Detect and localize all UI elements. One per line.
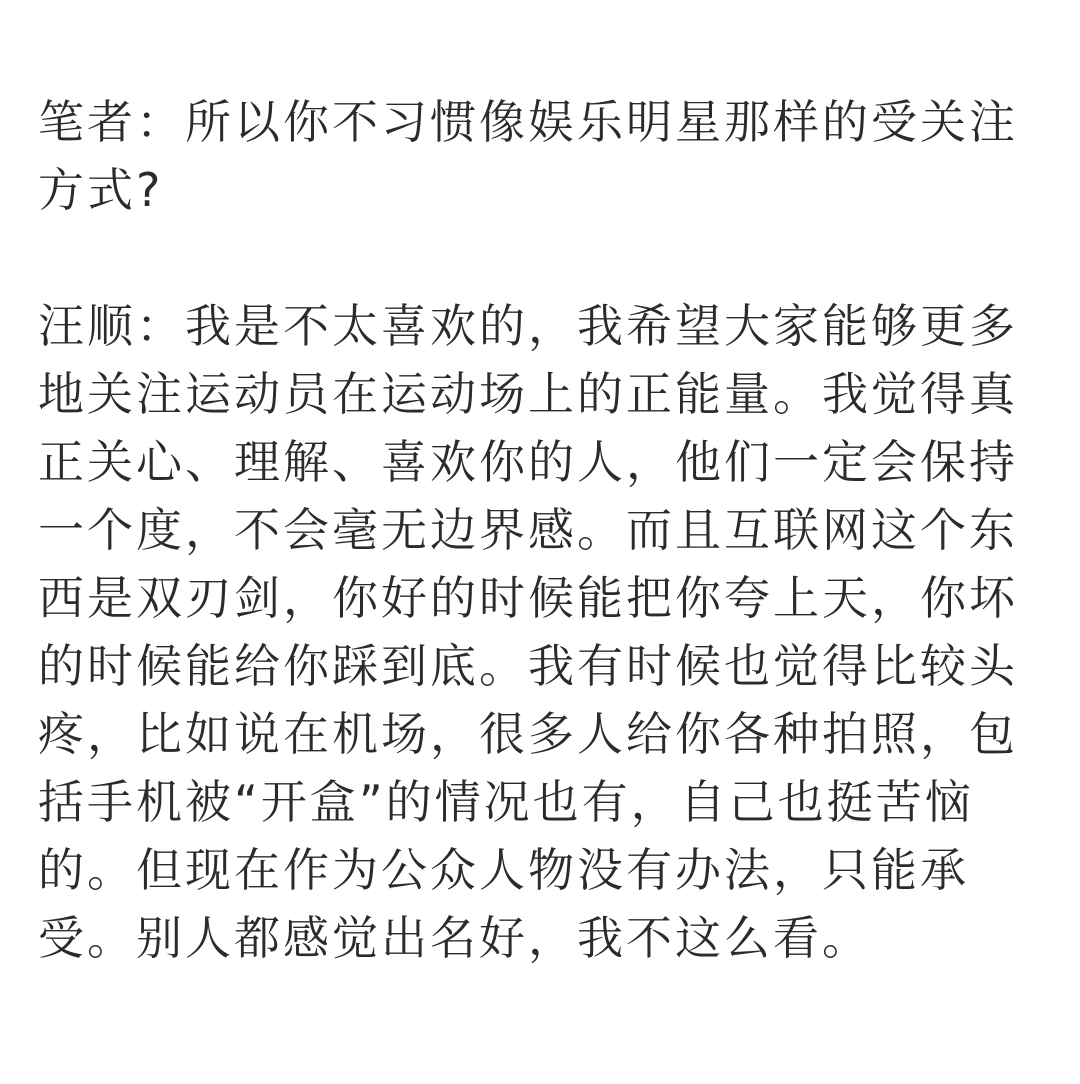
interview-text	[38, 88, 1050, 972]
speaker-label: 笔者：	[38, 95, 185, 149]
question-text: 所以你不习惯像娱乐明星那样的受关注方式?	[38, 95, 1018, 217]
speaker-label: 汪顺：	[38, 299, 185, 353]
answer-paragraph	[38, 292, 1050, 972]
question-paragraph	[38, 88, 1050, 224]
answer-text: 我是不太喜欢的，我希望大家能够更多地关注运动员在运动场上的正能量。我觉得真正关心、理解、喜欢你的人，他们一定会保持一个度，不会毫无边界感。而且互联网这个东西是双刃剑，你好的时候能把你夸上天，你坏的时候能给你踩到底。我有时候也觉得比较头疼，比如说在机场，很多人给你各种拍照，包括手机被“开盒”的情况也有，自己也挺苦恼的。但现在作为公众人物没有办法，只能承受。别人都感觉出名好，我不这么看。	[38, 299, 1018, 965]
